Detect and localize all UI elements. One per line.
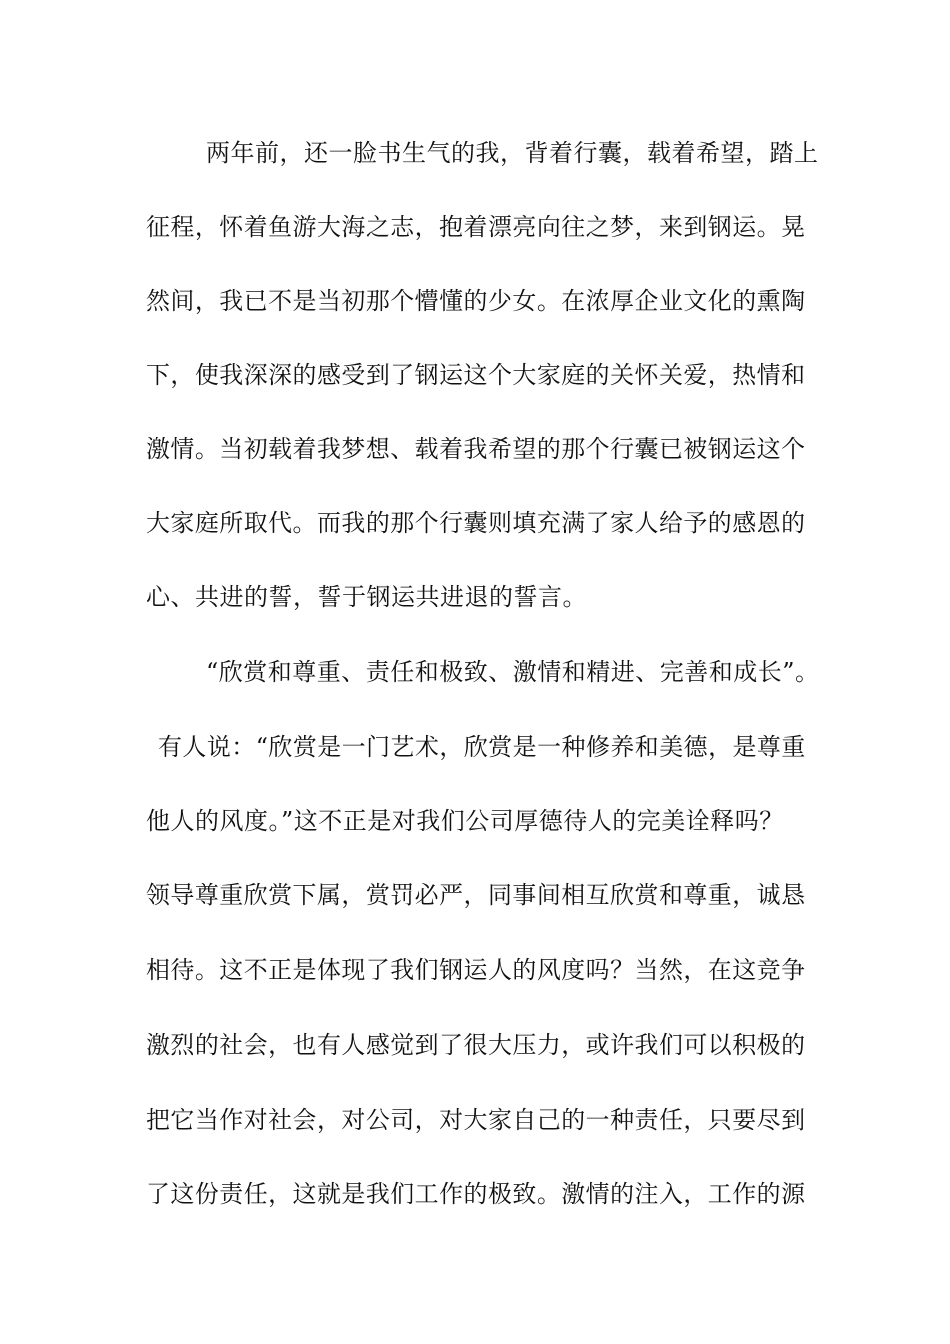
text-line: 领导尊重欣赏下属，赏罚必严，同事间相互欣赏和尊重，诚恳 [146, 881, 806, 909]
text-line: 激烈的社会，也有人感觉到了很大压力，或许我们可以积极的 [146, 1031, 806, 1059]
text-line: 征程，怀着鱼游大海之志，抱着漂亮向往之梦，来到钢运。晃 [146, 213, 806, 241]
text-line: 然间，我已不是当初那个懵懂的少女。在浓厚企业文化的熏陶 [146, 287, 806, 315]
text-line: 两年前，还一脸书生气的我，背着行囊，载着希望，踏上 [206, 139, 819, 167]
text-line: 相待。这不正是体现了我们钢运人的风度吗？当然，在这竞争 [146, 956, 806, 984]
text-line: 有人说：“欣赏是一门艺术，欣赏是一种修养和美德，是尊重 [158, 733, 806, 761]
text-line: “欣赏和尊重、责任和极致、激情和精进、完善和成长”。 [206, 658, 820, 686]
text-line: 激情。当初载着我梦想、载着我希望的那个行囊已被钢运这个 [146, 435, 806, 463]
text-line: 把它当作对社会，对公司，对大家自己的一种责任，只要尽到 [146, 1106, 806, 1134]
text-line: 大家庭所取代。而我的那个行囊则填充满了家人给予的感恩的 [146, 509, 806, 537]
text-line: 了这份责任，这就是我们工作的极致。激情的注入，工作的源 [146, 1180, 806, 1208]
text-line: 心、共进的誓，誓于钢运共进退的誓言。 [146, 583, 587, 611]
text-line: 下，使我深深的感受到了钢运这个大家庭的关怀关爱，热情和 [146, 361, 806, 389]
text-line: 他人的风度。”这不正是对我们公司厚德待人的完美诠释吗？ [146, 807, 784, 835]
